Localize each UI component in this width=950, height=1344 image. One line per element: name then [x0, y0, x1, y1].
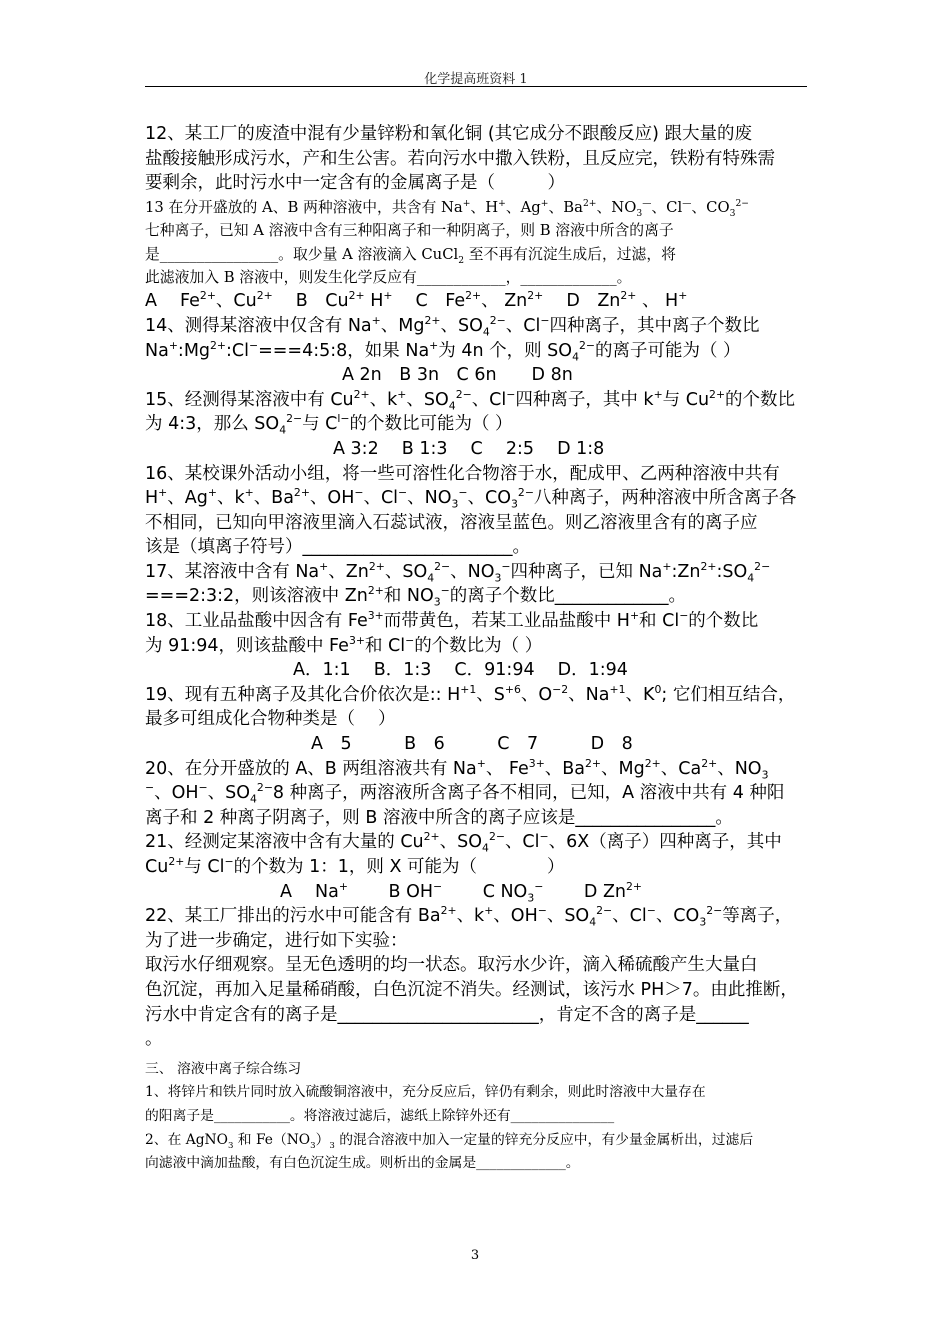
text-line: A 2n B 3n C 6n D 8n — [342, 365, 573, 386]
text-line: $Na^+:Mg^{2+}:Cl^-===4:5:8$，如果 Na+为 4n 个，则 $SO_4^{2-}$的离子可能为（ ） — [145, 338, 741, 364]
text-line: 向滤液中滴加盐酸，有白色沉淀生成。则析出的金属是_____________。 — [145, 1155, 580, 1172]
text-line: 此滤液加入 B 溶液中，则发生化学反应有____________，_____________。 — [145, 268, 632, 286]
text-line: 不相同，已知向甲溶液里滴入石蕊试液，溶液呈蓝色。则乙溶液里含有的离子应 — [145, 512, 758, 533]
text-line: 为 91:94，则该盐酸中 $Fe^{3+}$和 Cl−的个数比为（ ） — [145, 633, 543, 656]
text-line: −、OH−、$SO_4^{2-}8$ 种离子，两溶液所含离子各不相同，已知，A 溶液中共有 4 种阳 — [145, 781, 785, 806]
text-line: 要剩余，此时污水中一定含有的金属离子是（ ） — [145, 173, 565, 194]
text-line: 1、将锌片和铁片同时放入硫酸铜溶液中，充分反应后，锌仍有剩余，则此时溶液中大量存在 — [145, 1084, 706, 1101]
text-line: 21、经测定某溶液中含有大量的 $Cu^{2+}$、$SO_4^{2-}$、Cl−、6X（离子）四种离子，其中 — [145, 830, 782, 855]
text-line: 离子和 2 种离子阴离子，则 B 溶液中所含的离子应该是________________。 — [145, 807, 733, 828]
text-line: H+、Ag+、k+、$Ba^{2+}$、OH−、Cl−、$NO_3^-$、$CO_3^{2-}$八种离子，两种溶液中所含离子各 — [145, 486, 797, 511]
text-line: 七种离子，已知 A 溶液中含有三种阳离子和一种阴离子，则 B 溶液中所含的离子 — [145, 222, 674, 240]
page-header: 化学提高班资料 1 — [424, 72, 528, 87]
text-line: A Na+ B OH− C $NO_3^-$ D $Zn^{2+}$ — [280, 879, 643, 905]
text-line: 污水中肯定含有的离子是_______________________，肯定不含的离子是______ — [145, 1004, 749, 1025]
text-line: 三、 溶液中离子综合练习 — [145, 1060, 302, 1077]
text-line: 色沉淀，再加入足量稀硝酸，白色沉淀不消失。经测试，该污水 PH＞7。由此推断， — [145, 979, 798, 1000]
text-line: 为 4:3，那么 $SO_4^{2-}$与 $C^{l-}$的个数比可能为（ ） — [145, 412, 513, 437]
text-line: 12、某工厂的废渣中混有少量锌粉和氧化铜 (其它成分不跟酸反应) 跟大量的废 — [145, 124, 753, 144]
text-line: 取污水仔细观察。呈无色透明的均一状态。取污水少许，滴入稀硫酸产生大量白 — [145, 955, 758, 976]
text-line: 14、测得某溶液中仅含有 Na+、$Mg^{2+}$、$SO_4^{2-}$、Cl−四种离子，其中离子个数比 — [145, 314, 760, 339]
text-line: A 3:2 B 1:3 C 2:5 D 1:8 — [333, 438, 605, 459]
header-divider — [145, 86, 807, 87]
text-line: 最多可组成化合物种类是（ ） — [145, 709, 396, 730]
text-line: 15、经测得某溶液中有 $Cu^{2+}$、k+、$SO_4^{2-}$、Cl−四种离子，其中 k+与 $Cu^{2+}$的个数比 — [145, 387, 796, 413]
text-line: 盐酸接触形成污水，产和生公害。若向污水中撒入铁粉，且反应完，铁粉有特殊需 — [145, 148, 775, 169]
text-line: 18、工业品盐酸中因含有 $Fe^{3+}$而带黄色，若某工业品盐酸中 H+和 Cl−的个数比 — [145, 609, 759, 632]
text-line: 。 — [145, 1029, 163, 1050]
text-line: 22、某工厂排出的污水中可能含有 $Ba^{2+}$、k+、OH−、$SO_4^{2-}$、Cl−、$CO_3^{2-}$等离子， — [145, 904, 793, 929]
text-line: 16、某校课外活动小组，将一些可溶性化合物溶于水，配成甲、乙两种溶液中共有 — [145, 463, 780, 484]
text-line: $Cu^{2+}$与 Cl−的个数为 1：1，则 X 可能为（ ） — [145, 855, 565, 877]
text-line: 的阳离子是___________。将溶液过滤后，滤纸上除锌外还有_______________ — [145, 1107, 615, 1124]
text-line: 该是（填离子符号）________________________。 — [145, 537, 530, 558]
text-line: 为了进一步确定，进行如下实验： — [145, 930, 408, 951]
page-number: 3 — [470, 1248, 480, 1263]
text-line: 是________________。取少量 A 溶液滴入 CuCl$_2$ 至不再有沉淀生成后，过滤，将 — [145, 245, 676, 266]
text-line: A．1:1 B．1:3 C．91:94 D．1:94 — [293, 660, 628, 681]
text-line: 2、在 AgNO$_3$ 和 $Fe(NO_3)_3$ 的混合溶液中加入一定量的锌充分反应中，有少量金属析出，过滤后 — [145, 1131, 754, 1151]
text-line: ===2:3:2，则该溶液中 $Zn^{2+}$和 $NO_3^-$的离子个数比_____________。 — [145, 584, 687, 609]
text-line: 20、在分开盛放的 A、B 两组溶液共有 Na+、 $Fe^{3+}$、$Ba^{2+}$、$Mg^{2+}$、$Ca^{2+}$、$NO_3$ — [145, 756, 769, 782]
text-line: 17、某溶液中含有 Na+、$Zn^{2+}$、$SO_4^{2-}$、$NO_3^-$四种离子，已知 $Na^+:Zn^{2+}:SO_4^{2-}$ — [145, 560, 771, 585]
document-body — [145, 122, 810, 1176]
text-line: 13 在分开盛放的 A、B 两种溶液中，共含有 Na+、H+、Ag+、$Ba^{2+}$、$NO_3^—$、Cl—、$CO_3^{2-}$ — [145, 197, 749, 219]
text-line: A $Fe^{2+}$、$Cu^{2+}$ B $Cu^{2+}$ H+ C $Fe^{2+}$、 $Zn^{2+}$ D $Zn^{2+}$ 、 H+ — [145, 289, 688, 312]
text-line: A 5 B 6 C 7 D 8 — [311, 734, 633, 755]
text-line: 19、现有五种离子及其化合价依次是:: $H^{+1}$、$S^{+6}$、$O^{-2}$、$Na^{+1}$、$K^0$; 它们相互结合， — [145, 683, 796, 705]
